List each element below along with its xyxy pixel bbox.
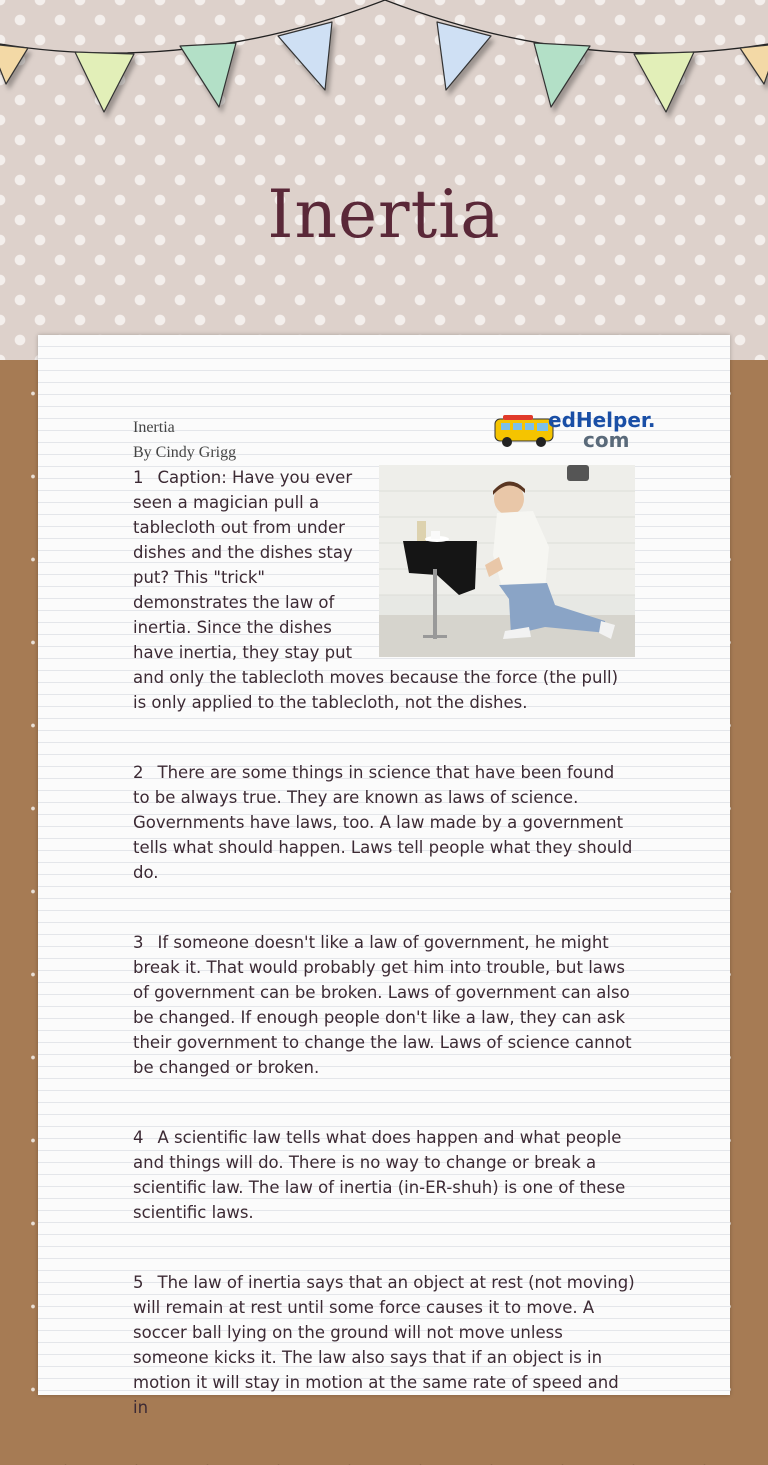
document-heading: Inertia (133, 419, 175, 436)
paragraph-text: A scientific law tells what does happen and what people and things will do. There is no way to change or break a scientific law. The law of inertia (in-ER-shuh) is one of these scientific laws. (133, 1128, 626, 1222)
paragraph-number: 5 (133, 1273, 144, 1292)
bunting-decoration (0, 0, 768, 130)
paragraph-2 (133, 760, 635, 885)
magician-tablecloth-photo (379, 465, 635, 657)
school-bus-icon (495, 415, 553, 447)
paragraph-number: 2 (133, 763, 144, 782)
page-title: Inertia (267, 176, 501, 253)
paragraph-5 (133, 1270, 635, 1420)
paragraph-3 (133, 930, 635, 1080)
document-content (133, 408, 656, 1465)
paragraph-4 (133, 1125, 635, 1225)
paragraph-text: The law of inertia says that an object at rest (not moving) will remain at rest until some force causes it to move. A soccer ball lying on the ground will not move unless someone kicks it. The law also says that if an object is in motion it will stay in motion at the same rate of speed and in (133, 1273, 635, 1417)
page-header (0, 0, 768, 360)
paragraph-text: There are some things in science that have been found to be always true. They are known as laws of science. Governments have laws, too. A law made by a government tells what should happen. Laws tell people what they should do. (133, 763, 633, 882)
document-author: By Cindy Grigg (133, 444, 237, 461)
edhelper-logo (493, 403, 656, 452)
logo-text-bottom: com (583, 428, 630, 452)
paragraph-number: 3 (133, 933, 144, 952)
paragraph-number: 4 (133, 1128, 144, 1147)
paragraph-number: 1 (133, 468, 144, 487)
lined-paper-card (38, 335, 730, 1417)
logo-text-top: edHelper. (548, 408, 656, 432)
paragraph-text: If someone doesn't like a law of government, he might break it. That would probably get him into trouble, but laws of government can be broken. Laws of government can also be changed. If enough people don't like a law, they can ask their government to change the law. Laws of science cannot be changed or broken. (133, 933, 632, 1077)
paragraph-text: Caption: Have you ever seen a magician pull a tablecloth out from under dishes and the dishes stay put? This "trick" demonstrates the law of inertia. Since the dishes have inertia, they stay put and only the tablecloth moves because the force (the pull) is only applied to the tablecloth, not the dishes. (133, 468, 619, 712)
